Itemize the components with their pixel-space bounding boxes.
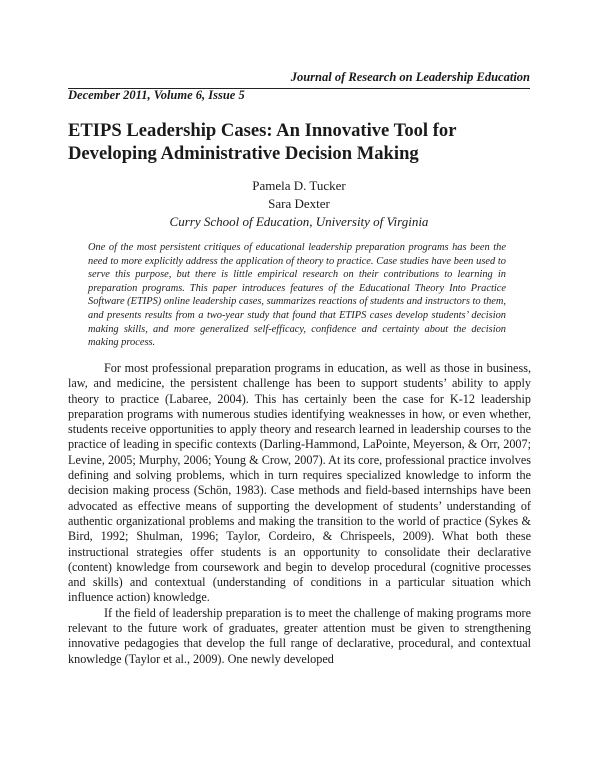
title-line-2: Developing Administrative Decision Making [68, 143, 419, 164]
author-name: Sara Dexter [268, 196, 330, 211]
title-line-1: ETIPS Leadership Cases: An Innovative Tool for [68, 120, 457, 141]
abstract: One of the most persistent critiques of educational leadership preparation programs has been the need to more explicitly address the application of theory to practice. Case studies have been used to serve this purpose, but there is little empirical research on their contributions to learning in preparation programs. This paper introduces features of the Educational Theory Into Practice Software (ETIPS) online leadership cases, summarizes reactions of students and instructors to them, and presents results from a two-year study that found that ETIPS cases develop students’ decision making skills, and more generalized self-efficacy, confidence and certainty about the decision making process. [88, 242, 506, 349]
issue-info: December 2011, Volume 6, Issue 5 [68, 88, 245, 102]
author-name: Pamela D. Tucker [252, 178, 346, 193]
paragraph: For most professional preparation programs in education, as well as those in business, law, and medicine, the persistent challenge has been to support students’ ability to apply theory to practice (Labaree, 2004). This has certainly been the case for K-12 leadership preparation programs with numerous studies identifying weaknesses in how, or even whether, students receive opportunities to apply theory and research learned in leadership courses to the practice of leading in specific contexts (Darling-Hammond, LaPointe, Meyerson, & Orr, 2007; Levine, 2005; Murphy, 2006; Young & Crow, 2007). At its core, professional practice involves defining and solving problems, which in turn requires specialized knowledge to inform the decision making process (Schön, 1983). Case methods and field-based internships have been advocated as effective means of supporting the development of students’ understanding of authentic organizational problems and making the transition to the world of practice (Sykes & Bird, 1992; Shulman, 1996; Taylor, Cordeiro, & Chrispeels, 2009). What both these instructional strategies offer students is an opportunity to consolidate their declarative (content) knowledge from coursework and begin to develop procedural (cognitive processes and skills) and contextual (understanding of conditions in a particular situation which influence action) knowledge. [68, 361, 531, 605]
article-title [68, 119, 538, 165]
author-affiliation: Curry School of Education, University of Virginia [169, 214, 429, 229]
body-text [68, 361, 531, 667]
journal-name: Journal of Research on Leadership Education [68, 70, 530, 89]
paragraph: If the field of leadership preparation is to meet the challenge of making programs more relevant to the future work of graduates, greater attention must be given to strengthening innovative pedagogies that develop the full range of declarative, procedural, and contextual knowledge (Taylor et al., 2009). One newly developed [68, 605, 531, 666]
author-block [68, 177, 530, 231]
